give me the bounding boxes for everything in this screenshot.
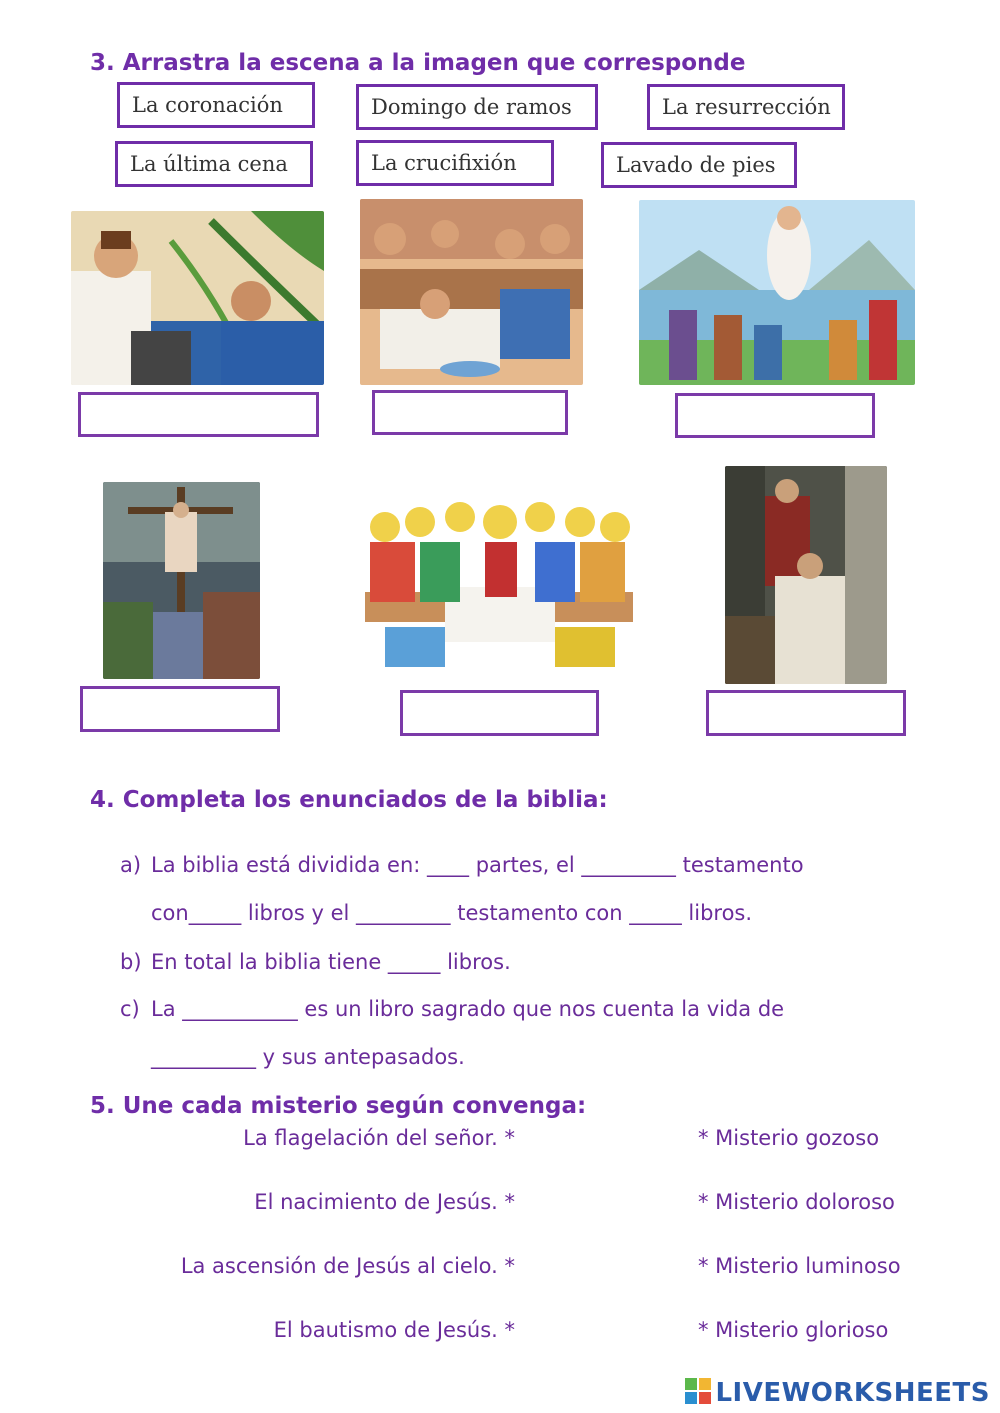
mystery-item-bautismo[interactable]: El bautismo de Jesús. * xyxy=(273,1318,515,1342)
drop-box-foot-washing[interactable] xyxy=(372,390,568,435)
item-c-marker: c) xyxy=(120,997,140,1021)
liveworksheets-logo-text: LIVEWORKSHEETS xyxy=(715,1378,990,1408)
palm-sunday-image xyxy=(71,211,324,385)
drag-option-lavado-de-pies[interactable]: Lavado de pies xyxy=(601,142,797,188)
item-b-line-1: En total la biblia tiene _____ libros. xyxy=(151,950,511,974)
foot-washing-image xyxy=(360,199,583,385)
item-a-line-2: con_____ libros y el _________ testamento con _____ libros. xyxy=(151,901,753,925)
last-supper-image xyxy=(365,497,633,677)
drop-box-crowning[interactable] xyxy=(706,690,906,736)
drop-box-crucifixion[interactable] xyxy=(80,686,280,732)
resurrection-image xyxy=(639,200,915,385)
drag-option-crucifixion[interactable]: La crucifixión xyxy=(356,140,554,186)
mystery-type-doloroso[interactable]: * Misterio doloroso xyxy=(698,1190,895,1214)
drop-box-palm-sunday[interactable] xyxy=(78,392,319,437)
mystery-item-nacimiento[interactable]: El nacimiento de Jesús. * xyxy=(254,1190,515,1214)
mystery-type-gozoso[interactable]: * Misterio gozoso xyxy=(698,1126,880,1150)
liveworksheets-logo xyxy=(685,1378,990,1408)
item-c-line-1: La ___________ es un libro sagrado que nos cuenta la vida de xyxy=(151,997,785,1021)
crowning-image xyxy=(725,466,887,684)
mystery-type-luminoso[interactable]: * Misterio luminoso xyxy=(698,1254,901,1278)
section-3-title: 3. Arrastra la escena a la imagen que corresponde xyxy=(90,50,746,76)
item-b-marker: b) xyxy=(120,950,142,974)
section-5-title: 5. Une cada misterio según convenga: xyxy=(90,1093,587,1119)
item-a-marker: a) xyxy=(120,853,142,877)
item-c-line-2: __________ y sus antepasados. xyxy=(151,1045,465,1069)
drag-option-coronacion[interactable]: La coronación xyxy=(117,82,315,128)
mystery-item-flagelacion[interactable]: La flagelación del señor. * xyxy=(243,1126,515,1150)
mystery-item-ascension[interactable]: La ascensión de Jesús al cielo. * xyxy=(180,1254,515,1278)
drag-option-resurreccion[interactable]: La resurrección xyxy=(647,84,845,130)
drop-box-last-supper[interactable] xyxy=(400,690,599,736)
drag-option-domingo-de-ramos[interactable]: Domingo de ramos xyxy=(356,84,598,130)
mystery-type-glorioso[interactable]: * Misterio glorioso xyxy=(698,1318,889,1342)
liveworksheets-logo-icon xyxy=(685,1378,711,1408)
crucifixion-image xyxy=(103,482,260,679)
drop-box-resurrection[interactable] xyxy=(675,393,875,438)
section-4-title: 4. Completa los enunciados de la biblia: xyxy=(90,787,608,813)
item-a-line-1: La biblia está dividida en: ____ partes, el _________ testamento xyxy=(151,853,804,877)
drag-option-ultima-cena[interactable]: La última cena xyxy=(115,141,313,187)
